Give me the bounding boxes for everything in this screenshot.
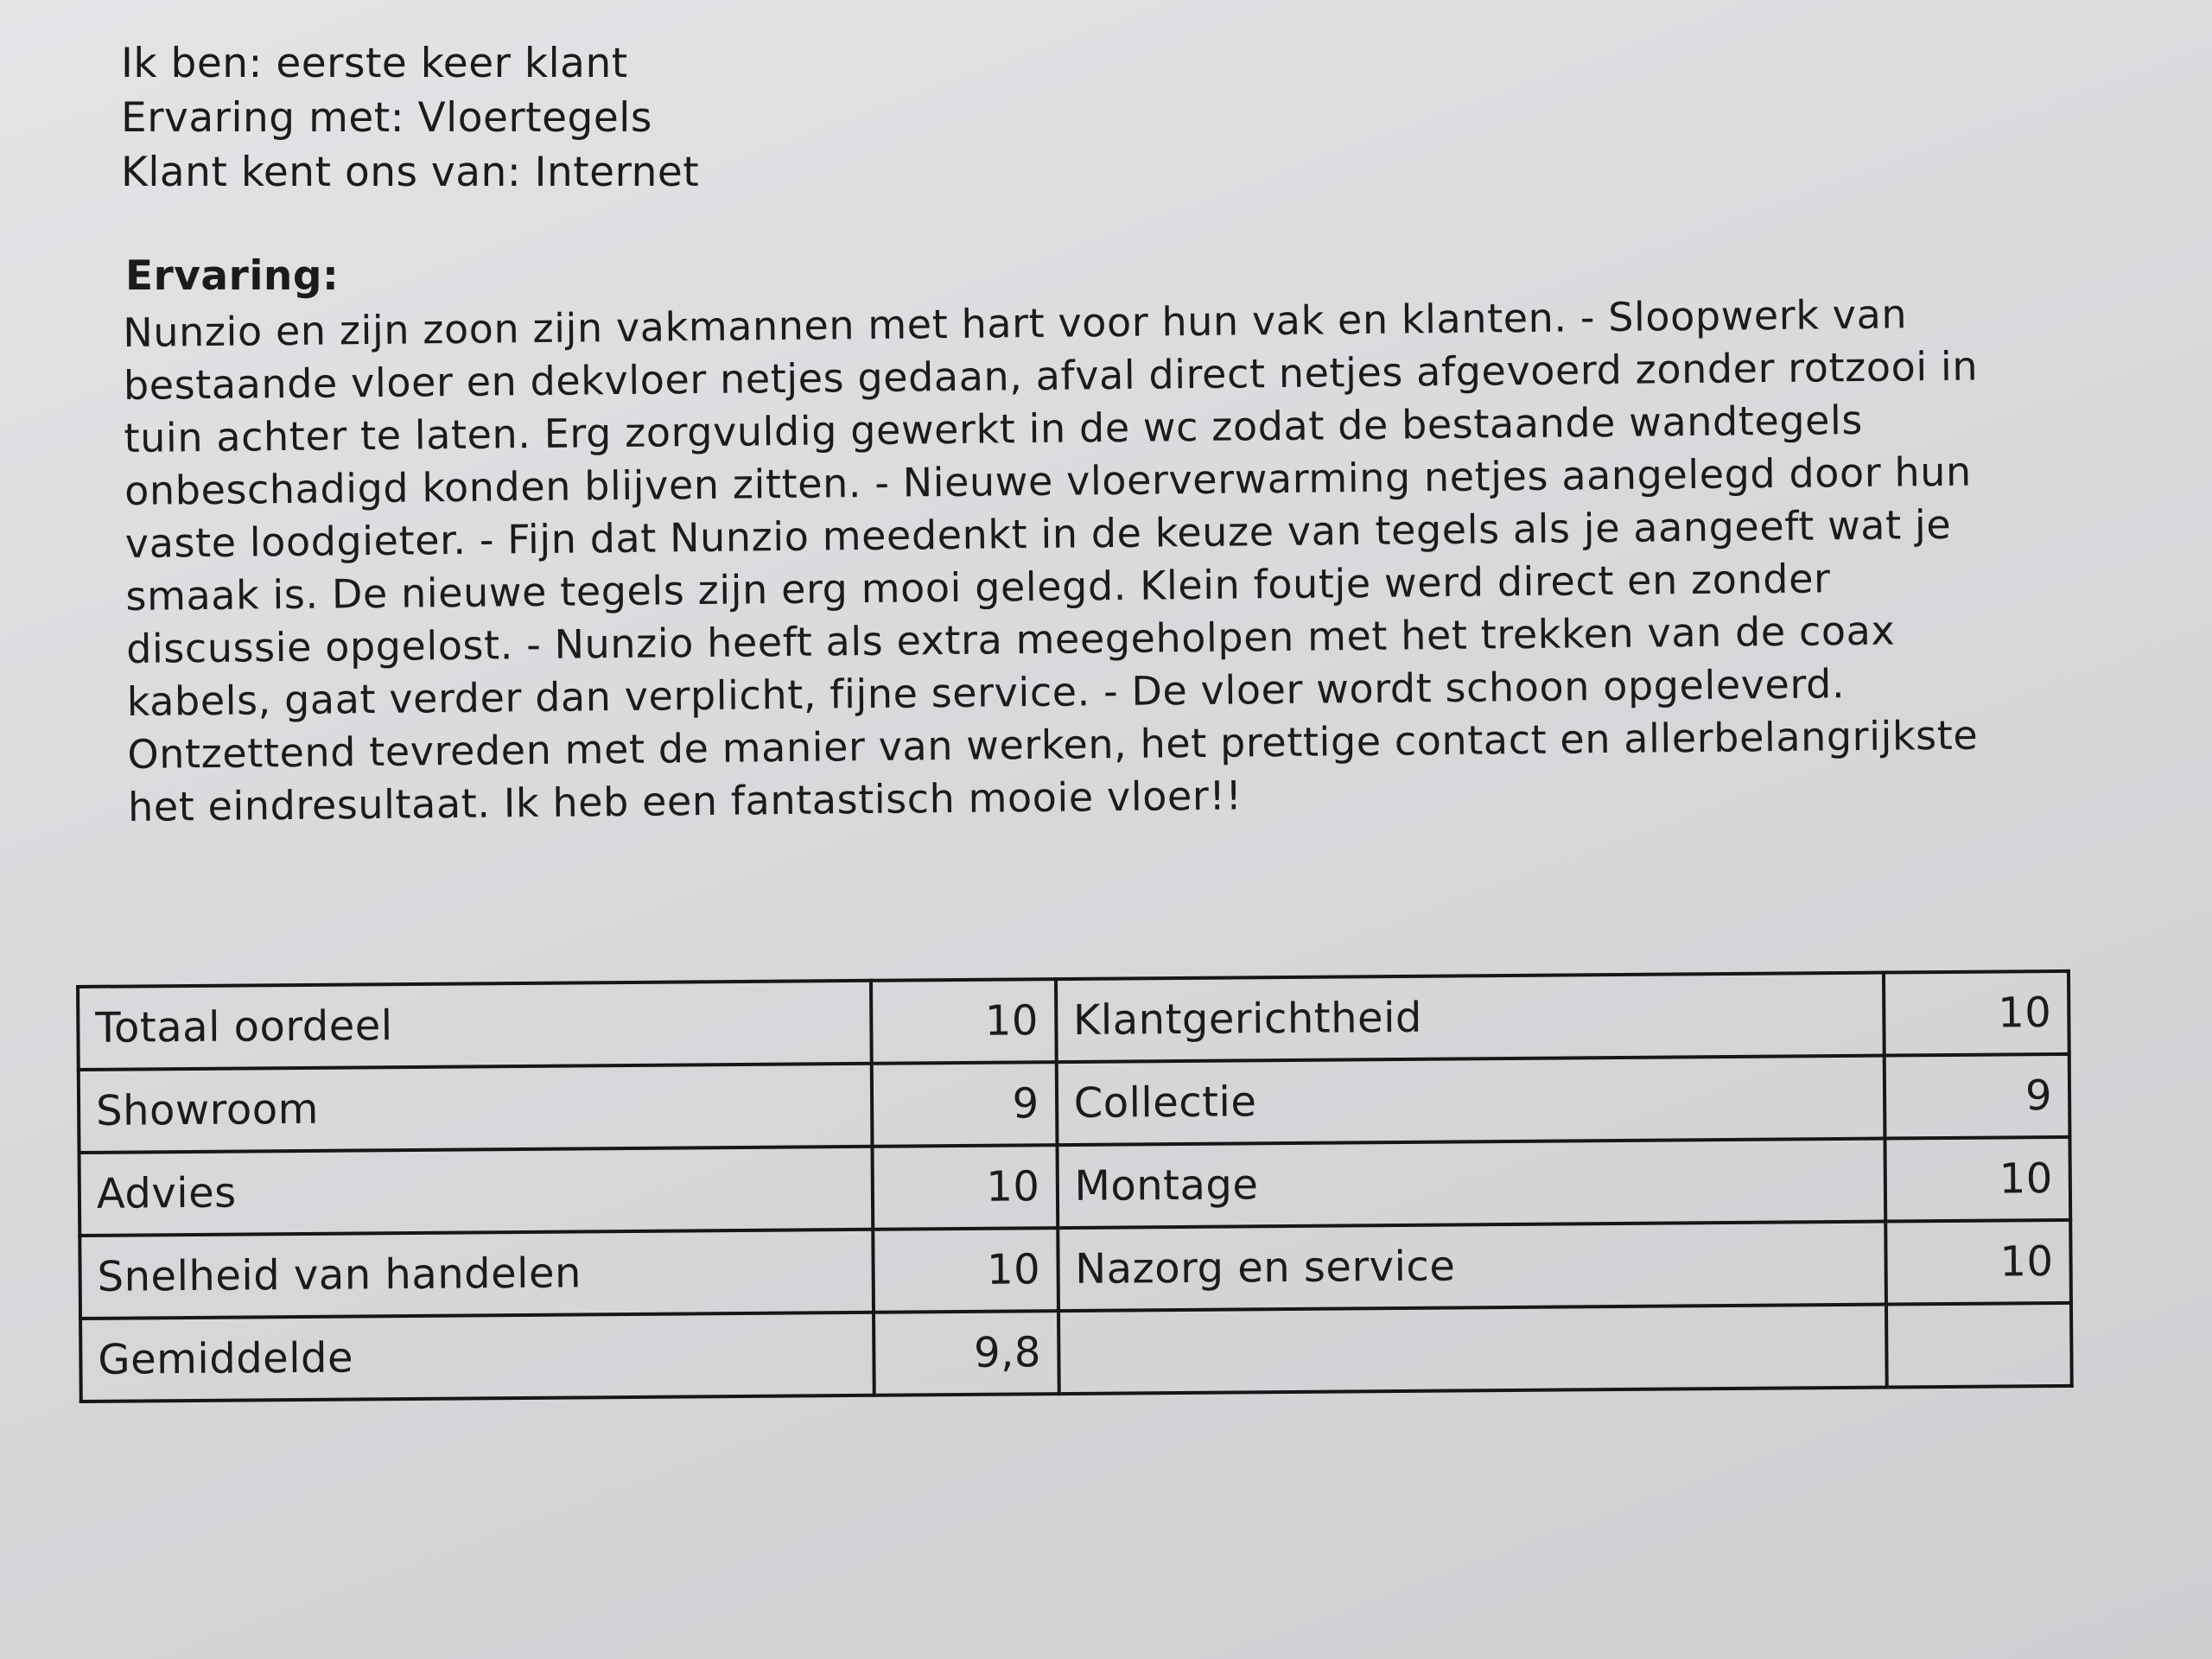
empty-cell	[1886, 1303, 2072, 1388]
score-label: Advies	[79, 1147, 873, 1236]
score-label: Nazorg en service	[1058, 1222, 1886, 1312]
table-row	[79, 1220, 2071, 1319]
customer-meta	[121, 36, 699, 200]
score-value: 9	[871, 1062, 1057, 1147]
score-value: 10	[1884, 971, 2069, 1056]
table-row	[79, 1137, 2071, 1236]
score-label: Klantgerichtheid	[1056, 973, 1885, 1063]
score-label: Totaal oordeel	[78, 981, 871, 1070]
table-row	[78, 971, 2069, 1070]
score-value: 9	[1885, 1054, 2070, 1139]
score-table	[76, 969, 2074, 1403]
experience-text: Nunzio en zijn zoon zijn vakmannen met hart voor hun vak en klanten. - Sloopwerk van bestaande vloer en dekvloer netjes gedaan, afval direct netjes afgevoerd zonder rotzooi in tuin achter te laten. Erg zorgvuldig gewerkt in de wc zodat de bestaande wandtegels onbeschadigd konden blijven zitten. - Nieuwe vloerverwarming netjes aangelegd door hun vaste loodgieter. - Fijn dat Nunzio meedenkt in de keuze van tegels als je aangeeft wat je smaak is. De nieuwe tegels zijn erg mooi gelegd. Klein foutje werd direct en zonder discussie opgelost. - Nunzio heeft als extra meegeholpen met het trekken van de coax kabels, gaat verder dan verplicht, fijne service. - De vloer wordt schoon opgeleverd. Ontzettend tevreden met de manier van werken, het prettige contact en allerbelangrijkste het eindresultaat. Ik heb een fantastisch mooie vloer!!	[123, 290, 1979, 830]
score-value: 10	[873, 1228, 1058, 1313]
score-value: 10	[871, 979, 1057, 1064]
source-line: Klant kent ons van: Internet	[121, 149, 700, 196]
table-row	[80, 1303, 2072, 1402]
score-label: Snelheid van handelen	[79, 1230, 873, 1319]
score-label: Showroom	[79, 1064, 872, 1153]
score-value: 10	[1885, 1137, 2070, 1222]
score-value: 10	[872, 1145, 1058, 1230]
customer-type-line: Ik ben: eerste keer klant	[121, 40, 628, 87]
experience-heading: Ervaring:	[125, 252, 340, 300]
score-label: Montage	[1057, 1139, 1885, 1229]
experience-with-line: Ervaring met: Vloertegels	[121, 94, 652, 142]
table-row	[79, 1054, 2070, 1153]
score-value: 10	[1885, 1220, 2071, 1305]
average-label: Gemiddelde	[80, 1313, 874, 1402]
empty-cell	[1058, 1305, 1887, 1395]
average-value: 9,8	[874, 1311, 1059, 1395]
score-label: Collectie	[1056, 1056, 1885, 1146]
